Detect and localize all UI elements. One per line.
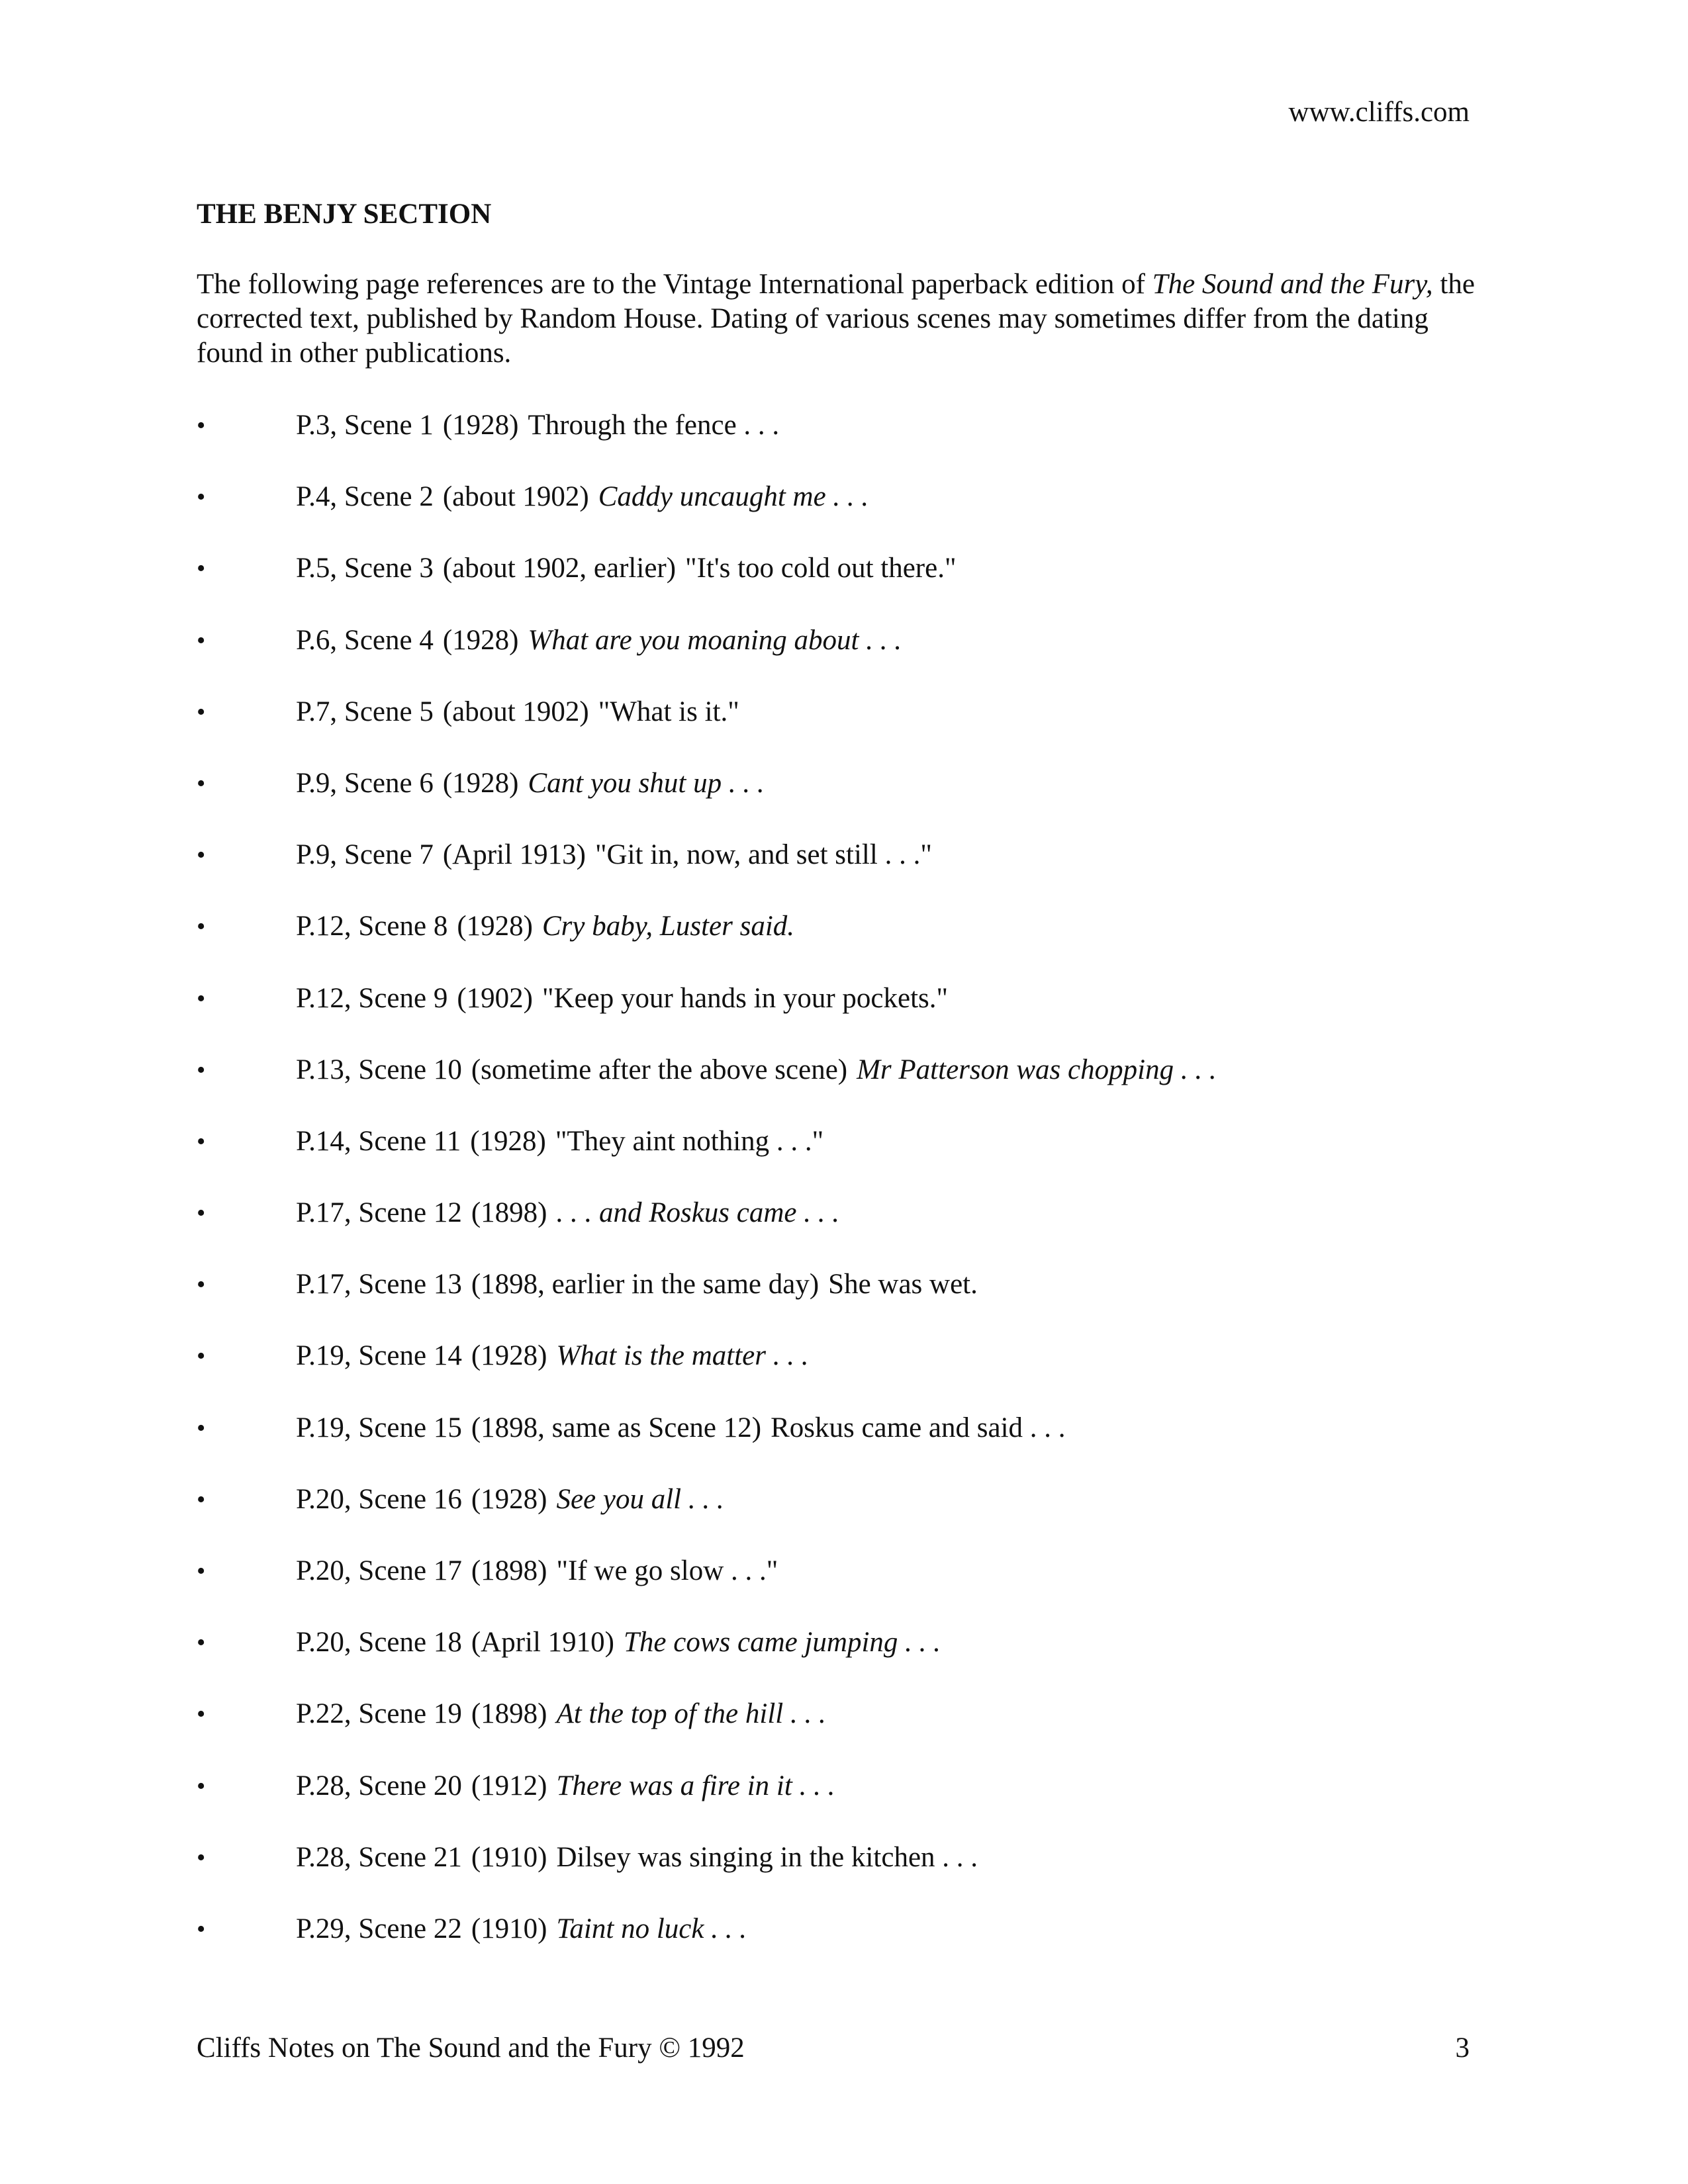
scene-quote: . . . and Roskus came . . .	[556, 1197, 840, 1229]
scene-date: (April 1913)	[442, 839, 586, 871]
scene-date: (1898)	[471, 1698, 547, 1730]
scene-quote: Taint no luck . . .	[556, 1913, 747, 1944]
scene-entry	[296, 1625, 941, 1660]
bullet-icon: •	[197, 412, 206, 439]
scene-quote: Cry baby, Luster said.	[541, 911, 795, 942]
scene-date: (about 1902)	[442, 696, 589, 727]
scene-entry	[296, 1411, 1066, 1445]
scene-quote: At the top of the hill . . .	[556, 1698, 826, 1730]
scene-ref: P.20, Scene 16	[296, 1483, 462, 1515]
scene-ref: P.28, Scene 21	[296, 1841, 462, 1873]
scene-item	[197, 1411, 1494, 1482]
scene-entry	[296, 1339, 808, 1373]
bullet-icon: •	[197, 841, 206, 870]
scene-date: (1902)	[457, 982, 533, 1014]
scene-ref: P.12, Scene 8	[296, 911, 448, 942]
scene-date: (1928)	[471, 1340, 547, 1372]
scene-quote: Cant you shut up . . .	[528, 767, 765, 799]
scene-date: (1910)	[471, 1913, 547, 1944]
scene-item	[197, 551, 1494, 623]
scene-item	[197, 480, 1494, 551]
scene-ref: P.19, Scene 15	[296, 1412, 462, 1443]
scene-item	[197, 1053, 1494, 1124]
scene-quote: "They aint nothing . . ."	[555, 1125, 824, 1157]
scene-entry	[296, 766, 765, 801]
scene-entry	[296, 1053, 1217, 1087]
scene-item	[197, 1554, 1494, 1625]
scene-ref: P.17, Scene 13	[296, 1269, 462, 1300]
scene-ref: P.5, Scene 3	[296, 553, 434, 584]
scene-date: (1928)	[471, 1483, 547, 1515]
scene-item	[197, 623, 1494, 695]
scene-ref: P.19, Scene 14	[296, 1340, 462, 1372]
scene-ref: P.13, Scene 10	[296, 1054, 462, 1085]
scene-entry	[296, 623, 902, 658]
bullet-icon: •	[197, 626, 206, 655]
scene-date: (1928)	[442, 410, 519, 441]
scene-date: (1928)	[442, 767, 519, 799]
scene-item	[197, 1697, 1494, 1768]
bullet-icon: •	[197, 1772, 206, 1800]
scene-entry	[296, 1841, 978, 1875]
scene-ref: P.7, Scene 5	[296, 696, 434, 727]
scene-quote: Caddy uncaught me . . .	[598, 481, 869, 513]
scene-item	[197, 838, 1494, 909]
bullet-icon: •	[197, 1342, 206, 1371]
scene-date: (1928)	[442, 624, 519, 656]
scene-item	[197, 1196, 1494, 1267]
scene-item	[197, 909, 1494, 981]
scene-item	[197, 766, 1494, 838]
scene-entry	[296, 408, 779, 443]
scene-quote: "It's too cold out there."	[685, 553, 957, 584]
bullet-icon: •	[197, 1127, 206, 1156]
scene-quote: "What is it."	[598, 696, 739, 727]
intro-book-title: The Sound and the Fury,	[1152, 269, 1433, 300]
bullet-icon: •	[197, 1485, 206, 1514]
scene-date: (about 1902, earlier)	[442, 553, 677, 584]
scene-entry	[296, 480, 868, 514]
scene-quote: What are you moaning about . . .	[528, 624, 902, 656]
scene-quote: "If we go slow . . ."	[556, 1555, 778, 1586]
scene-quote: Through the fence . . .	[528, 410, 780, 441]
scene-item	[197, 1912, 1494, 1983]
scene-entry	[296, 1124, 823, 1159]
intro-text-after: the corrected text, published by Random House. Dating of various scenes may sometimes differ from the dating found in other publications.	[197, 269, 1475, 369]
bullet-icon: •	[197, 1629, 206, 1657]
bullet-icon: •	[197, 1414, 206, 1442]
bullet-icon: •	[197, 555, 206, 583]
scene-item	[197, 1124, 1494, 1196]
scene-item	[197, 1625, 1494, 1697]
bullet-icon: •	[197, 1271, 206, 1299]
scene-ref: P.9, Scene 7	[296, 839, 434, 871]
scene-entry	[296, 909, 794, 944]
bullet-icon: •	[197, 984, 206, 1013]
scene-item	[197, 981, 1494, 1053]
scene-ref: P.3, Scene 1	[296, 410, 434, 441]
scene-quote: Dilsey was singing in the kitchen . . .	[556, 1841, 978, 1873]
scene-date: (April 1910)	[471, 1627, 614, 1659]
scene-quote: The cows came jumping . . .	[623, 1627, 941, 1659]
scene-quote: What is the matter . . .	[556, 1340, 809, 1372]
scene-date: (1912)	[471, 1770, 547, 1801]
scene-item	[197, 1267, 1494, 1339]
scene-ref: P.28, Scene 20	[296, 1770, 462, 1801]
scene-entry	[296, 695, 739, 729]
scene-ref: P.22, Scene 19	[296, 1698, 462, 1730]
scene-item	[197, 408, 1494, 480]
scene-date: (about 1902)	[442, 481, 589, 513]
bullet-icon: •	[197, 913, 206, 941]
bullet-icon: •	[197, 698, 206, 726]
scene-entry	[296, 1482, 724, 1517]
scene-entry	[296, 1769, 835, 1803]
scene-ref: P.20, Scene 17	[296, 1555, 462, 1586]
scene-ref: P.14, Scene 11	[296, 1125, 461, 1157]
section-title: THE BENJY SECTION	[197, 199, 492, 230]
bullet-icon: •	[197, 1557, 206, 1585]
scene-quote: She was wet.	[828, 1269, 978, 1300]
scene-entry	[296, 1697, 826, 1731]
bullet-icon: •	[197, 1056, 206, 1084]
scene-entry	[296, 1554, 778, 1588]
scene-date: (1928)	[470, 1125, 546, 1157]
scene-quote: "Keep your hands in your pockets."	[541, 982, 949, 1014]
scene-ref: P.6, Scene 4	[296, 624, 434, 656]
scene-date: (1898, earlier in the same day)	[471, 1269, 820, 1300]
scene-entry	[296, 1912, 747, 1946]
scene-ref: P.4, Scene 2	[296, 481, 434, 513]
scene-item	[197, 1769, 1494, 1841]
scene-entry	[296, 1196, 839, 1230]
scene-ref: P.12, Scene 9	[296, 982, 448, 1014]
scene-date: (1898)	[471, 1197, 547, 1229]
scene-date: (1898, same as Scene 12)	[471, 1412, 762, 1443]
footer-credit: Cliffs Notes on The Sound and the Fury © 1992	[197, 2032, 745, 2064]
bullet-icon: •	[197, 1199, 206, 1228]
scene-item	[197, 695, 1494, 766]
scene-quote: There was a fire in it . . .	[556, 1770, 835, 1801]
scene-date: (1898)	[471, 1555, 547, 1586]
bullet-icon: •	[197, 483, 206, 512]
header-url: www.cliffs.com	[1288, 97, 1470, 128]
scene-item	[197, 1841, 1494, 1912]
scene-quote: Mr Patterson was chopping . . .	[857, 1054, 1217, 1085]
scene-entry	[296, 1267, 978, 1302]
scene-ref: P.17, Scene 12	[296, 1197, 462, 1229]
intro-text-before: The following page references are to the Vintage International paperback edition of	[197, 269, 1152, 300]
bullet-icon: •	[197, 1843, 206, 1872]
scene-quote: "Git in, now, and set still . . ."	[594, 839, 932, 871]
scene-date: (sometime after the above scene)	[471, 1054, 848, 1085]
scene-date: (1928)	[457, 911, 533, 942]
bullet-icon: •	[197, 1915, 206, 1943]
bullet-icon: •	[197, 769, 206, 797]
scene-ref: P.9, Scene 6	[296, 767, 434, 799]
scene-entry	[296, 981, 948, 1016]
scene-entry	[296, 551, 957, 586]
scene-list	[197, 408, 1494, 1983]
scene-ref: P.29, Scene 22	[296, 1913, 462, 1944]
scene-entry	[296, 838, 932, 872]
bullet-icon: •	[197, 1700, 206, 1729]
scene-item	[197, 1339, 1494, 1410]
page-number: 3	[1455, 2032, 1470, 2064]
scene-ref: P.20, Scene 18	[296, 1627, 462, 1659]
scene-quote: Roskus came and said . . .	[771, 1412, 1066, 1443]
scene-item	[197, 1482, 1494, 1554]
scene-date: (1910)	[471, 1841, 547, 1873]
intro-paragraph	[197, 267, 1494, 371]
scene-quote: See you all . . .	[556, 1483, 724, 1515]
